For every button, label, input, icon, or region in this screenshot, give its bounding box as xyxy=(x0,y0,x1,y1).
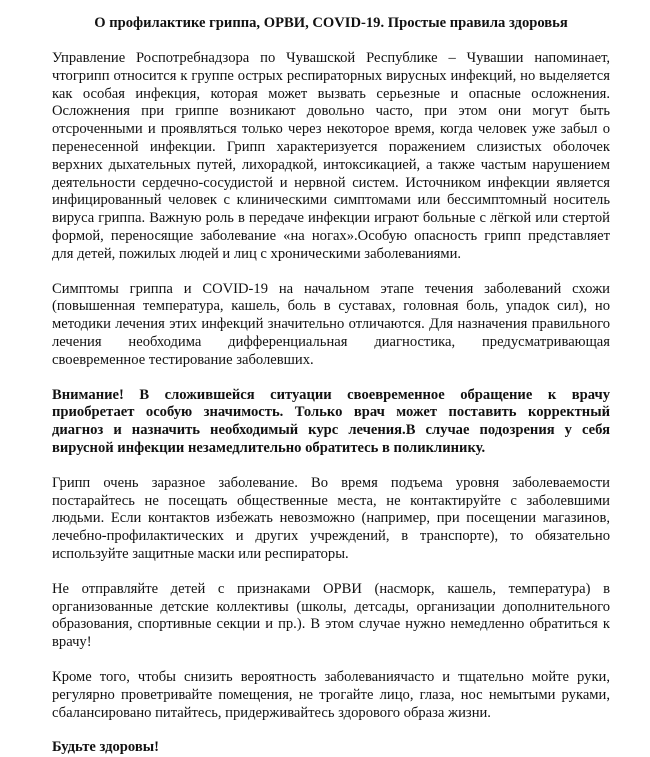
document-title: О профилактике гриппа, ОРВИ, COVID-19. Простые правила здоровья xyxy=(94,15,568,31)
paragraph-attention-warning: Внимание! В сложившейся ситуации своевременное обращение к врачу приобретает особую значимость. Только врач может поставить корректный диагноз и назначить необходимый курс лечения.В случае подозрения у себя вирусной инфекции незамедлительно обратитесь в поликлинику. xyxy=(52,386,610,456)
paragraph-symptoms: Симптомы гриппа и COVID-19 на начальном этапе течения заболеваний схожи (повышенная температура, кашель, боль в суставах, головная боль, упадок сил), но методики лечения этих инфекций значительно отличаются. Для назначения правильного лечения необходима дифференциальная диагностика, предусматривающая своевременное тестирование заболевших. xyxy=(52,280,610,368)
closing-line: Будьте здоровы! xyxy=(52,739,159,756)
paragraph-contagion-advice: Грипп очень заразное заболевание. Во время подъема уровня заболеваемости постарайтесь не посещать общественные места, не контактируйте с заболевшими людьми. Если контактов избежать невозможно (например, при посещении магазинов, лечебно-профилактических и других учреждений, в транспорте), то обязательно используйте защитные маски или респираторы. xyxy=(52,474,610,562)
paragraph-flu-overview: Управление Роспотребнадзора по Чувашской Республике – Чувашии напоминает, чтогрипп относится к группе острых респираторных вирусных инфекций, но выделяется как особая инфекция, которая может вызвать серьезные и опасные осложнения. Осложнения при гриппе возникают довольно часто, при этом они могут быть отсроченными и проявляться только через некоторое время, когда человек уже забыл о перенесенной инфекции. Грипп характеризуется поражением слизистых оболочек верхних дыхательных путей, лихорадкой, интоксикацией, а также частым нарушением деятельности сердечно-сосудистой и нервной систем. Источником инфекции является инфицированный человек с клиническими симптомами или бессимптомный носитель вируса гриппа. Важную роль в передаче инфекции играют больные с лёгкой или стертой формой, переносящие заболевание «на ногах».Особую опасность грипп представляет для детей, пожилых людей и лиц с хроническими заболеваниями. xyxy=(52,50,610,262)
paragraph-children-advice: Не отправляйте детей с признаками ОРВИ (насморк, кашель, температура) в организованные детские коллективы (школы, детсады, организации дополнительного образования, спортивные секции и пр.). В этом случае нужно немедленно обратиться к врачу! xyxy=(52,580,610,651)
paragraph-hygiene-advice: Кроме того, чтобы снизить вероятность заболеваниячасто и тщательно мойте руки, регулярно проветривайте помещения, не трогайте лицо, глаза, нос немытыми руками, сбалансировано питайтесь, придерживайтесь здорового образа жизни. xyxy=(52,668,610,721)
document-page xyxy=(52,14,610,757)
